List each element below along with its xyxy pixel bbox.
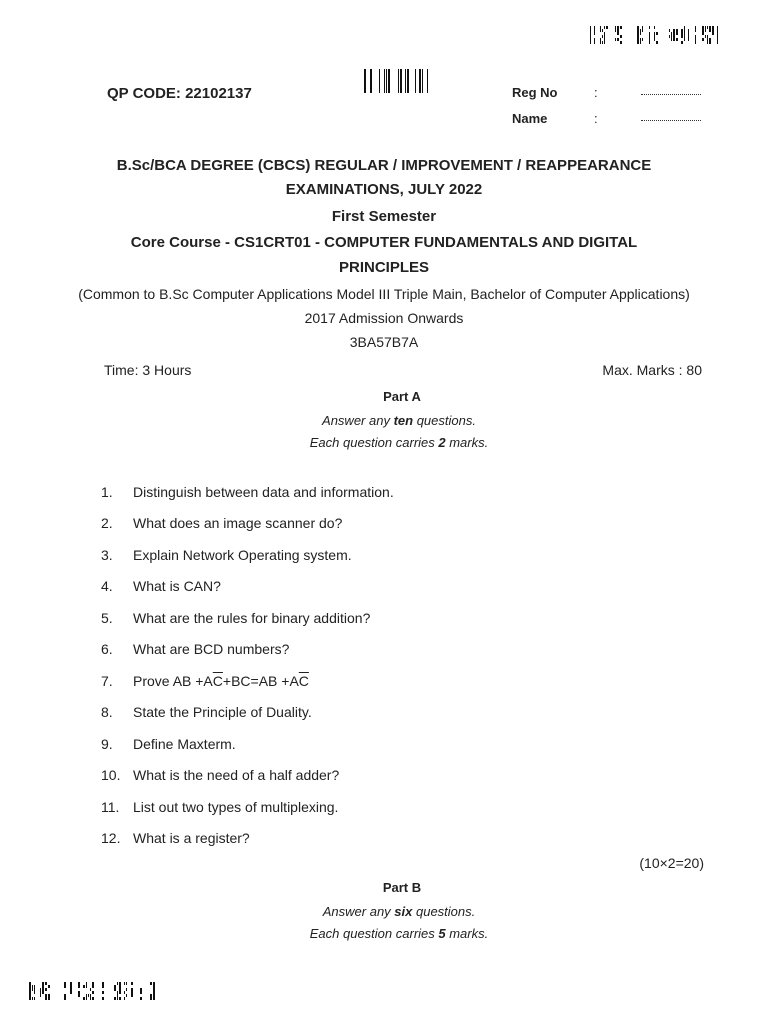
admission: 2017 Admission Onwards bbox=[304, 310, 464, 326]
part-a-instr-pre: Answer any bbox=[322, 413, 394, 428]
question-number: 1. bbox=[101, 484, 113, 500]
part-a-total: (10×2=20) bbox=[639, 855, 704, 871]
part-a-marks-pre: Each question carries bbox=[309, 435, 439, 450]
question-text: What are the rules for binary addition? bbox=[133, 610, 371, 626]
barcode-top-right bbox=[587, 26, 719, 44]
part-b-instr-post: questions. bbox=[412, 904, 476, 919]
exam-title-line2: EXAMINATIONS, JULY 2022 bbox=[285, 181, 483, 198]
part-a-marks-post: marks. bbox=[445, 435, 489, 450]
qp-code: QP CODE: 22102137 bbox=[107, 85, 252, 102]
paper-code: 3BA57B7A bbox=[349, 334, 419, 350]
part-b-instr-pre: Answer any bbox=[322, 904, 395, 919]
exam-title-line1: B.Sc/BCA DEGREE (CBCS) REGULAR / IMPROVEMENT / REAPPEARANCE bbox=[116, 157, 652, 174]
part-a-instr-post: questions. bbox=[413, 413, 476, 428]
part-a-marks-note bbox=[0, 435, 768, 450]
question-number: 4. bbox=[101, 578, 113, 594]
part-b-marks-note bbox=[0, 926, 768, 941]
question-text: What is a register? bbox=[133, 830, 250, 846]
question-text: What is CAN? bbox=[133, 578, 221, 594]
part-b-marks-value: 5 bbox=[438, 926, 446, 941]
part-a-title: Part A bbox=[383, 389, 421, 404]
barcode-bottom-left bbox=[26, 982, 158, 1000]
part-a-marks-value: 2 bbox=[438, 435, 446, 450]
part-a-instruction bbox=[0, 413, 768, 428]
part-b-title: Part B bbox=[382, 880, 422, 895]
question-text: What is the need of a half adder? bbox=[133, 767, 340, 783]
reg-no-colon: : bbox=[594, 85, 598, 100]
part-b-marks-pre: Each question carries bbox=[309, 926, 439, 941]
time-label: Time: 3 Hours bbox=[104, 362, 192, 378]
q7-part-c: +BC=AB +A bbox=[222, 673, 299, 689]
question-number: 2. bbox=[101, 515, 113, 531]
q7-complement-c1: $\overline{C}$ bbox=[212, 673, 223, 689]
question-text: What are BCD numbers? bbox=[133, 641, 290, 657]
semester: First Semester bbox=[331, 208, 437, 225]
question-text: Explain Network Operating system. bbox=[133, 547, 352, 563]
question-number: 6. bbox=[101, 641, 113, 657]
part-b-marks-post: marks. bbox=[445, 926, 489, 941]
q7-part-a: Prove AB +A bbox=[133, 673, 213, 689]
question-text: Distinguish between data and information. bbox=[133, 484, 394, 500]
part-a-instr-count: ten bbox=[393, 413, 414, 428]
reg-no-label: Reg No bbox=[512, 85, 558, 100]
question-number: 10. bbox=[101, 767, 121, 783]
course-line2: PRINCIPLES bbox=[338, 259, 429, 276]
question-number: 7. bbox=[101, 673, 113, 689]
question-number: 3. bbox=[101, 547, 113, 563]
max-marks: Max. Marks : 80 bbox=[602, 362, 702, 378]
question-text: State the Principle of Duality. bbox=[133, 704, 312, 720]
reg-no-field[interactable] bbox=[641, 94, 701, 95]
question-text: Define Maxterm. bbox=[133, 736, 236, 752]
name-label: Name bbox=[512, 111, 548, 126]
q7-complement-c2: $\overline{C}$ bbox=[298, 673, 309, 689]
question-number: 12. bbox=[101, 830, 121, 846]
name-colon: : bbox=[594, 111, 598, 126]
question-number: 5. bbox=[101, 610, 113, 626]
question-text bbox=[133, 673, 309, 689]
part-b-instruction bbox=[0, 904, 768, 919]
barcode-center bbox=[355, 69, 430, 93]
question-number: 9. bbox=[101, 736, 113, 752]
question-text: What does an image scanner do? bbox=[133, 515, 343, 531]
part-b-instr-count: six bbox=[394, 904, 413, 919]
question-number: 11. bbox=[101, 799, 120, 815]
name-field[interactable] bbox=[641, 120, 701, 121]
common-note: (Common to B.Sc Computer Applications Model III Triple Main, Bachelor of Computer Applications) bbox=[78, 286, 690, 302]
question-number: 8. bbox=[101, 704, 113, 720]
course-line1: Core Course - CS1CRT01 - COMPUTER FUNDAMENTALS AND DIGITAL bbox=[130, 234, 638, 251]
question-text: List out two types of multiplexing. bbox=[133, 799, 339, 815]
